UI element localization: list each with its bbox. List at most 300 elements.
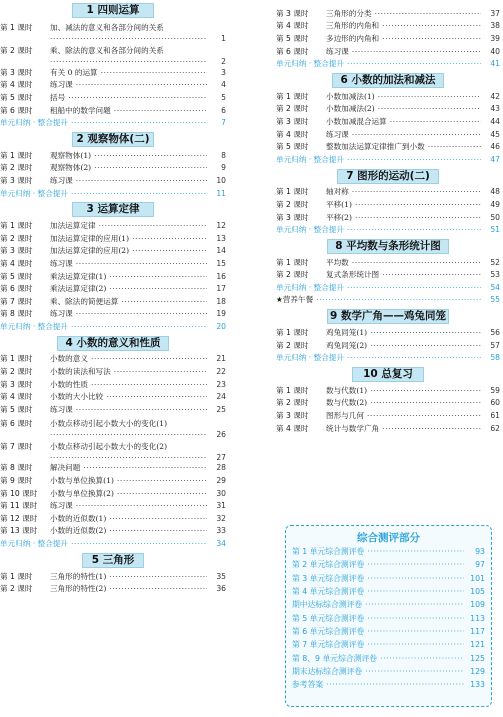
entry-title: 小数的大小比较 — [50, 392, 104, 402]
entry-title: 平均数 — [326, 257, 349, 267]
entry-title: 加法运算定律的应用(1) — [50, 233, 130, 243]
unit-review-row[interactable] — [0, 116, 226, 129]
toc-entry[interactable] — [276, 186, 500, 199]
entry-title: 多边形的内角和 — [326, 33, 380, 43]
lesson-label: 第 4 课时 — [0, 258, 33, 268]
leader-dots — [367, 627, 464, 636]
lesson-label: 第 6 课时 — [276, 46, 309, 56]
unit-title: 4 小数的意义和性质 — [57, 336, 169, 351]
entry-title: 小数与单位换算(1) — [50, 476, 114, 486]
toc-entry[interactable] — [0, 487, 226, 500]
assessment-label: 第 1 单元综合测评卷 — [292, 547, 365, 557]
lesson-label: 单元归纳 · 整合提升 — [0, 539, 68, 549]
page-number: 15 — [216, 258, 226, 268]
toc-entry[interactable] — [276, 103, 500, 116]
lesson-label: 第 8 课时 — [0, 463, 33, 473]
toc-entry[interactable] — [0, 20, 226, 43]
leader-dots — [352, 187, 481, 196]
assessment-entry[interactable] — [286, 638, 491, 651]
toc-entry[interactable] — [276, 7, 500, 20]
unit-review-row[interactable] — [276, 223, 500, 236]
page-number: 1 — [221, 34, 226, 43]
toc-entry[interactable] — [276, 198, 500, 211]
leader-dots — [382, 270, 481, 279]
unit-title: 10 总复习 — [352, 367, 424, 382]
lesson-label: 第 1 课时 — [276, 257, 309, 267]
page-number: 31 — [216, 501, 226, 511]
entry-title: 复式条形统计图 — [326, 270, 380, 280]
lesson-label: 第 3 课时 — [0, 175, 33, 185]
unit-title: 7 图形的运动(二) — [337, 169, 439, 184]
leader-dots — [109, 284, 207, 293]
leader-dots — [132, 246, 207, 255]
page-number: 52 — [490, 257, 500, 267]
page-number: 14 — [216, 246, 226, 256]
toc-entry[interactable] — [276, 128, 500, 141]
toc-entry[interactable] — [276, 115, 500, 128]
lesson-label: 第 3 课时 — [0, 379, 33, 389]
toc-entry[interactable] — [276, 211, 500, 224]
lesson-label: 第 4 课时 — [0, 392, 33, 402]
leader-dots — [117, 489, 207, 498]
toc-entry[interactable] — [276, 140, 500, 153]
lesson-label: 第 4 课时 — [0, 80, 33, 90]
leader-dots — [71, 322, 207, 331]
lesson-label: 第 2 课时 — [0, 584, 33, 594]
page-number: 34 — [216, 539, 226, 549]
toc-entry[interactable] — [0, 79, 226, 92]
leader-dots — [76, 176, 207, 185]
leader-dots — [94, 163, 207, 172]
entry-title: 小数的近似数(1) — [50, 513, 107, 523]
page-number: 30 — [216, 488, 226, 498]
page-number: 4 — [221, 80, 226, 90]
lesson-label: 第 9 课时 — [0, 476, 33, 486]
unit-review-row[interactable] — [0, 537, 226, 550]
leader-dots — [109, 572, 207, 581]
leader-dots — [91, 380, 207, 389]
page-number: 24 — [216, 392, 226, 402]
lesson-label: 单元归纳 · 整合提升 — [276, 59, 344, 69]
page-number: 26 — [216, 429, 226, 439]
lesson-label: 第 5 课时 — [276, 142, 309, 152]
leader-dots — [68, 93, 207, 102]
lesson-label: 单元归纳 · 整合提升 — [276, 282, 344, 292]
toc-entry[interactable] — [0, 582, 226, 595]
lesson-label: 第 3 课时 — [276, 8, 309, 18]
leader-dots — [370, 398, 481, 407]
assessment-label: 第 5 单元综合测评卷 — [292, 613, 365, 623]
leader-dots — [71, 118, 207, 127]
leader-dots — [94, 151, 207, 160]
lesson-label: 第 1 课时 — [0, 354, 33, 364]
toc-entry[interactable] — [276, 269, 500, 282]
page-number: 54 — [490, 282, 500, 292]
entry-title: 加、减法的意义和各部分间的关系 — [50, 23, 164, 32]
unit-review-row[interactable] — [276, 351, 500, 364]
leader-dots — [101, 68, 207, 77]
toc-entry[interactable] — [276, 409, 500, 422]
unit-review-row[interactable] — [276, 57, 500, 70]
leader-dots — [352, 130, 481, 139]
assessment-label: 第 6 单元综合测评卷 — [292, 626, 365, 636]
leader-dots — [347, 59, 481, 68]
leader-dots — [390, 117, 481, 126]
page-number: 133 — [470, 680, 485, 690]
lesson-label: 第 2 课时 — [0, 367, 33, 377]
toc-entry[interactable] — [0, 512, 226, 525]
leader-dots — [109, 584, 207, 593]
leader-dots — [109, 272, 207, 281]
toc-entry[interactable] — [0, 462, 226, 475]
page-number: 19 — [216, 309, 226, 319]
toc-entry[interactable] — [276, 256, 500, 269]
entry-title: 加法运算定律 — [50, 221, 96, 231]
page-number: 16 — [216, 271, 226, 281]
leader-dots — [375, 9, 481, 18]
lesson-label: 第 6 课时 — [0, 105, 33, 115]
page-number: 17 — [216, 284, 226, 294]
lesson-label: 单元归纳 · 整合提升 — [0, 118, 68, 128]
entry-title: 三角形的分类 — [326, 8, 372, 18]
lesson-label: 第 3 课时 — [0, 67, 33, 77]
unit-section — [0, 336, 226, 550]
continued-entries — [276, 7, 500, 70]
activity-row[interactable] — [276, 294, 500, 307]
page-number: 47 — [490, 154, 500, 164]
page-number: 33 — [216, 526, 226, 536]
lesson-label: 第 2 课时 — [276, 340, 309, 350]
entry-title: 乘、除法的意义和各部分间的关系 — [50, 46, 164, 55]
leader-dots — [50, 34, 207, 43]
toc-entry[interactable] — [0, 149, 226, 162]
lesson-label: 第 5 课时 — [0, 92, 33, 102]
page-number: 49 — [490, 199, 500, 209]
page-number: 10 — [216, 175, 226, 185]
leader-dots — [378, 104, 481, 113]
page-number: 61 — [490, 411, 500, 421]
lesson-label: 第 10 课时 — [0, 488, 38, 498]
toc-entry[interactable] — [276, 422, 500, 435]
toc-entry[interactable] — [0, 174, 226, 187]
assessment-entry[interactable] — [286, 572, 491, 585]
toc-entry[interactable] — [0, 525, 226, 538]
assessment-entry[interactable] — [286, 651, 491, 664]
lesson-label: 第 2 课时 — [0, 233, 33, 243]
page-number: 62 — [490, 423, 500, 433]
page-number: 29 — [216, 476, 226, 486]
lesson-label: ★营养午餐 — [276, 295, 314, 305]
toc-entry[interactable] — [0, 66, 226, 79]
lesson-label: 单元归纳 · 整合提升 — [276, 154, 344, 164]
leader-dots — [382, 424, 481, 433]
entry-title: 小数的意义 — [50, 354, 88, 364]
toc-entry[interactable] — [0, 295, 226, 308]
toc-entry[interactable] — [276, 326, 500, 339]
unit-section — [276, 73, 500, 166]
page-number: 25 — [216, 404, 226, 414]
entry-title: 乘法运算定律(2) — [50, 284, 107, 294]
unit-review-row[interactable] — [276, 281, 500, 294]
lesson-label: 第 7 课时 — [0, 441, 33, 451]
leader-dots — [117, 476, 207, 485]
toc-entry[interactable] — [276, 339, 500, 352]
page-number: 51 — [490, 225, 500, 235]
leader-dots — [76, 80, 207, 89]
lesson-label: 第 5 课时 — [0, 404, 33, 414]
toc-entry[interactable] — [0, 474, 226, 487]
leader-dots — [367, 614, 464, 623]
entry-title: 小数加减法(2) — [326, 104, 375, 114]
lesson-label: 第 1 课时 — [276, 328, 309, 338]
leader-dots — [355, 213, 481, 222]
unit-review-row[interactable] — [0, 320, 226, 333]
page-number: 39 — [490, 33, 500, 43]
toc-entry[interactable] — [0, 43, 226, 66]
lesson-label: 第 5 课时 — [276, 33, 309, 43]
entry-title: 小数的性质 — [50, 379, 88, 389]
toc-entry[interactable] — [0, 91, 226, 104]
unit-title: 5 三角形 — [82, 553, 144, 568]
assessment-label: 期中达标综合测评卷 — [292, 600, 363, 610]
lesson-label: 第 5 课时 — [0, 271, 33, 281]
toc-entry[interactable] — [0, 378, 226, 391]
unit-section — [276, 239, 500, 306]
page-number: 3 — [221, 67, 226, 77]
assessment-entry[interactable] — [286, 678, 491, 691]
page-number: 97 — [475, 560, 485, 570]
entry-title: 小数加减混合运算 — [326, 116, 387, 126]
assessment-entry[interactable] — [286, 558, 491, 571]
unit-section — [0, 202, 226, 332]
leader-dots — [99, 221, 207, 230]
toc-left-column — [0, 0, 226, 595]
lesson-label: 第 1 课时 — [0, 221, 33, 231]
leader-dots — [367, 574, 464, 583]
leader-dots — [382, 21, 481, 30]
entry-title: 小数点移动引起小数大小的变化(2) — [50, 441, 168, 451]
lesson-label: 第 1 课时 — [276, 91, 309, 101]
page-number: 43 — [490, 104, 500, 114]
assessment-label: 第 4 单元综合测评卷 — [292, 587, 365, 597]
lesson-label: 第 6 课时 — [0, 418, 33, 428]
entry-title: 练习课 — [50, 175, 73, 185]
page-number: 57 — [490, 340, 500, 350]
leader-dots — [121, 297, 207, 306]
leader-dots — [380, 654, 464, 663]
page-number: 2 — [221, 57, 226, 66]
lesson-label: 第 2 课时 — [276, 398, 309, 408]
leader-dots — [106, 392, 207, 401]
leader-dots — [365, 600, 464, 609]
unit-title: 9 数学广角——鸡兔同笼 — [327, 309, 449, 324]
assessment-section — [285, 525, 492, 707]
entry-title: 乘法运算定律(1) — [50, 271, 107, 281]
page-number: 44 — [490, 116, 500, 126]
page-number: 13 — [216, 233, 226, 243]
page-number: 60 — [490, 398, 500, 408]
leader-dots — [370, 328, 481, 337]
lesson-label: 第 7 课时 — [0, 296, 33, 306]
toc-entry[interactable] — [0, 232, 226, 245]
page-number: 113 — [470, 613, 485, 623]
toc-entry[interactable] — [276, 20, 500, 33]
leader-dots — [50, 430, 207, 439]
lesson-label: 单元归纳 · 整合提升 — [276, 353, 344, 363]
entry-title: 练习课 — [50, 309, 73, 319]
unit-section — [0, 3, 226, 129]
unit-title: 1 四则运算 — [72, 3, 154, 18]
entry-title: 小数点移动引起小数大小的变化(1) — [50, 418, 168, 428]
lesson-label: 第 6 课时 — [0, 284, 33, 294]
page-number: 125 — [470, 653, 485, 663]
page-number: 27 — [216, 452, 226, 462]
leader-dots — [347, 225, 481, 234]
entry-title: 乘、除法的简便运算 — [50, 296, 119, 306]
leader-dots — [428, 142, 481, 151]
entry-title: 小数与单位换算(2) — [50, 488, 114, 498]
lesson-label: 单元归纳 · 整合提升 — [0, 321, 68, 331]
toc-entry[interactable] — [0, 570, 226, 583]
assessment-label: 期末达标综合测评卷 — [292, 666, 363, 676]
assessment-label: 第 2 单元综合测评卷 — [292, 560, 365, 570]
lesson-label: 第 3 课时 — [0, 246, 33, 256]
toc-entry[interactable] — [0, 219, 226, 232]
unit-review-row[interactable] — [0, 187, 226, 200]
page-number: 40 — [490, 46, 500, 56]
entry-title: 练习课 — [50, 80, 73, 90]
assessment-entry[interactable] — [286, 625, 491, 638]
toc-right-column — [276, 0, 500, 434]
page-number: 48 — [490, 187, 500, 197]
toc-entry[interactable] — [276, 90, 500, 103]
toc-entry[interactable] — [0, 245, 226, 258]
toc-entry[interactable] — [0, 416, 226, 439]
toc-entry[interactable] — [0, 270, 226, 283]
lesson-label: 第 3 课时 — [276, 411, 309, 421]
leader-dots — [316, 295, 481, 304]
leader-dots — [83, 463, 207, 472]
entry-title: 图形与几何 — [326, 411, 364, 421]
entry-title: 练习课 — [50, 404, 73, 414]
toc-entry[interactable] — [0, 104, 226, 117]
entry-title: 练习课 — [50, 501, 73, 511]
page-number: 21 — [216, 354, 226, 364]
entry-title: 统计与数学广角 — [326, 423, 380, 433]
entry-title: 三角形的内角和 — [326, 21, 380, 31]
toc-entry[interactable] — [0, 390, 226, 403]
page-number: 105 — [470, 587, 485, 597]
assessment-entry[interactable] — [286, 585, 491, 598]
entry-title: 平移(2) — [326, 212, 352, 222]
assessment-label: 参考答案 — [292, 680, 324, 690]
lesson-label: 第 2 课时 — [276, 104, 309, 114]
entry-title: 练习课 — [50, 258, 73, 268]
leader-dots — [50, 453, 207, 462]
toc-entry[interactable] — [0, 499, 226, 512]
page-number: 9 — [221, 163, 226, 173]
unit-section — [276, 309, 500, 364]
toc-entry[interactable] — [0, 162, 226, 175]
page-number: 53 — [490, 270, 500, 280]
page-number: 38 — [490, 21, 500, 31]
page-number: 11 — [216, 188, 226, 198]
leader-dots — [370, 386, 481, 395]
leader-dots — [76, 259, 207, 268]
page-number: 129 — [470, 666, 485, 676]
entry-title: 观察物体(2) — [50, 163, 92, 173]
page-number: 56 — [490, 328, 500, 338]
assessment-entry[interactable] — [286, 611, 491, 624]
toc-entry[interactable] — [276, 32, 500, 45]
lesson-label: 第 4 课时 — [276, 423, 309, 433]
assessment-label: 第 8、9 单元综合测评卷 — [292, 653, 378, 663]
lesson-label: 第 2 课时 — [276, 270, 309, 280]
leader-dots — [114, 367, 207, 376]
entry-title: 数与代数(2) — [326, 398, 368, 408]
lesson-label: 第 1 课时 — [0, 150, 33, 160]
page-number: 37 — [490, 8, 500, 18]
toc-entry[interactable] — [0, 353, 226, 366]
entry-title: 观察物体(1) — [50, 150, 92, 160]
lesson-label: 第 1 课时 — [0, 571, 33, 581]
toc-entry[interactable] — [0, 257, 226, 270]
entry-title: 小数加减法(1) — [326, 91, 375, 101]
leader-dots — [347, 155, 481, 164]
leader-dots — [114, 106, 207, 115]
toc-entry[interactable] — [276, 45, 500, 58]
page-number: 109 — [470, 600, 485, 610]
page-number: 36 — [216, 584, 226, 594]
page-number: 50 — [490, 212, 500, 222]
leader-dots — [370, 341, 481, 350]
toc-entry[interactable] — [0, 308, 226, 321]
assessment-entry[interactable] — [286, 598, 491, 611]
entry-title: 练习课 — [326, 46, 349, 56]
lesson-label: 第 3 课时 — [276, 212, 309, 222]
toc-entry[interactable] — [276, 397, 500, 410]
lesson-label: 第 2 课时 — [0, 163, 33, 173]
toc-entry[interactable] — [276, 384, 500, 397]
lesson-label: 第 1 课时 — [276, 187, 309, 197]
lesson-label: 第 4 课时 — [276, 129, 309, 139]
page-number: 5 — [221, 92, 226, 102]
toc-entry[interactable] — [0, 282, 226, 295]
assessment-entry[interactable] — [286, 545, 491, 558]
page-number: 8 — [221, 150, 226, 160]
toc-entry[interactable] — [0, 365, 226, 378]
toc-entry[interactable] — [0, 439, 226, 462]
page-number: 59 — [490, 385, 500, 395]
entry-title: 小数的读法和写法 — [50, 367, 111, 377]
page-number: 46 — [490, 142, 500, 152]
leader-dots — [91, 354, 207, 363]
unit-review-row[interactable] — [276, 153, 500, 166]
leader-dots — [109, 514, 207, 523]
leader-dots — [378, 92, 481, 101]
page-number: 35 — [216, 571, 226, 581]
entry-title: 三角形的特性(2) — [50, 584, 107, 594]
page-number: 117 — [470, 626, 485, 636]
toc-entry[interactable] — [0, 403, 226, 416]
assessment-entry[interactable] — [286, 665, 491, 678]
unit-section — [0, 553, 226, 595]
lesson-label: 第 2 课时 — [0, 46, 33, 55]
entry-title: 整数加法运算定律推广到小数 — [326, 142, 425, 152]
leader-dots — [355, 200, 481, 209]
leader-dots — [367, 560, 464, 569]
page-number: 18 — [216, 296, 226, 306]
